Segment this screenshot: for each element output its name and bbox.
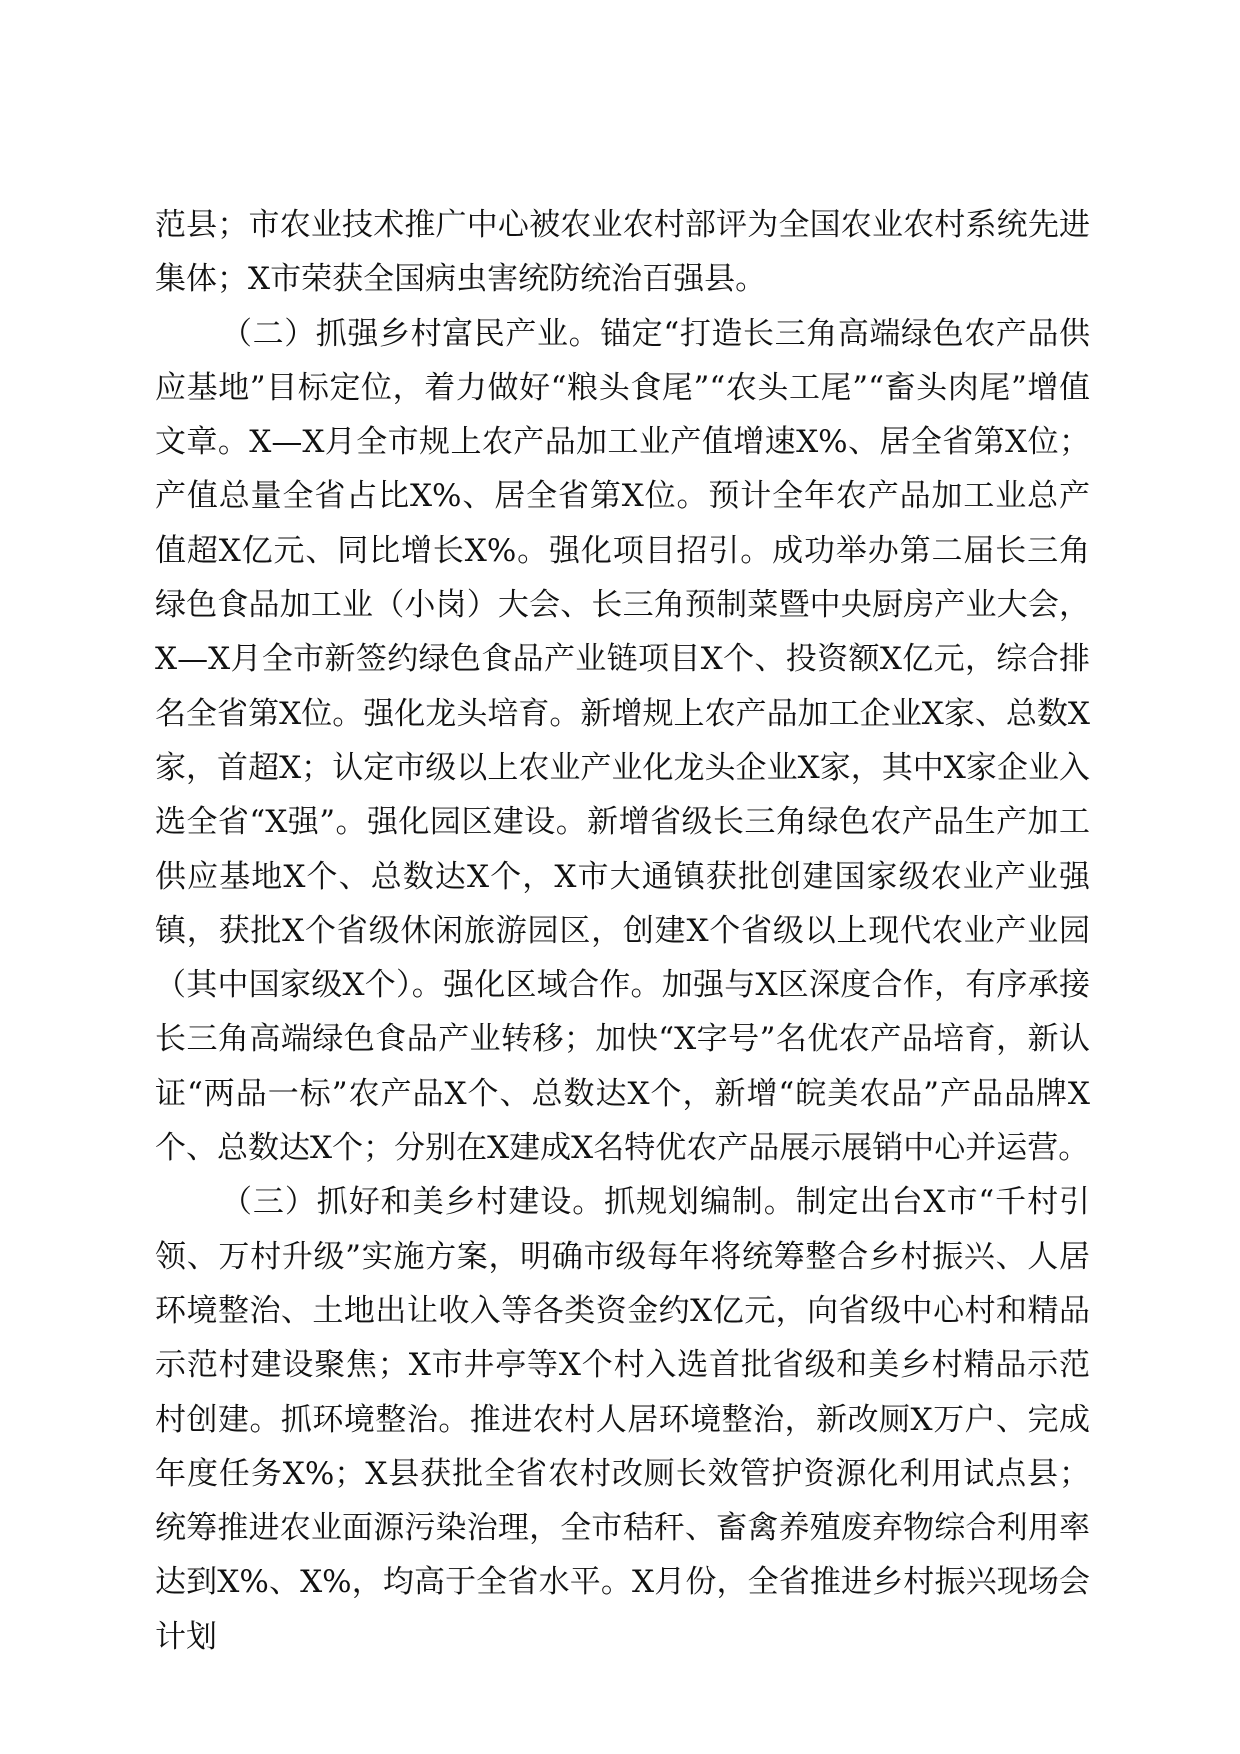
paragraph-continuation	[155, 198, 1090, 307]
paragraph-text: 抓规划编制。制定出台X市“千村引领、万村升级”实施方案，明确市级每年将统筹整合乡村振兴、人居环境整治、土地出让收入等各类资金约X亿元，向省级中心村和精品示范村建设聚焦；X市井亭等X个村入选首批省级和美乡村精品示范村创建。抓环境整治。推进农村人居环境整治，新改厕X万户、完成年度任务X%；X县获批全省农村改厕长效管护资源化利用试点县；统筹推进农业面源污染治理，全市秸秆、畜禽养殖废弃物综合利用率达到X%、X%，均高于全省水平。X月份，全省推进乡村振兴现场会计划	[155, 1184, 1091, 1655]
paragraph-rich-industry	[155, 307, 1090, 1176]
paragraph-text: 锚定“打造长三角高端绿色农产品供应基地”目标定位，着力做好“粮头食尾”“农头工尾”“畜头肉尾”增值文章。X—X月全市规上农产品加工业产值增速X%、居全省第X位；产值总量全省占比X%、居全省第X位。预计全年农产品加工业总产值超X亿元、同比增长X%。强化项目招引。成功举办第二届长三角绿色食品加工业（小岗）大会、长三角预制菜暨中央厨房产业大会，X—X月全市新签约绿色食品产业链项目X个、投资额X亿元，综合排名全省第X位。强化龙头培育。新增规上农产品加工企业X家、总数X家，首超X；认定市级以上农业产业化龙头企业X家，其中X家企业入选全省“X强”。强化园区建设。新增省级长三角绿色农产品生产加工供应基地X个、总数达X个，X市大通镇获批创建国家级农业产业强镇，获批X个省级休闲旅游园区，创建X个省级以上现代农业产业园（其中国家级X个）。强化区域合作。加强与X区深度合作，有序承接长三角高端绿色食品产业转移；加快“X字号”名优农产品培育，新认证“两品一标”农产品X个、总数达X个，新增“皖美农品”产品品牌X个、总数达X个；分别在X建成X名特优农产品展示展销中心并运营。	[155, 315, 1091, 1167]
section-heading-3: （三）抓好和美乡村建设。	[221, 1184, 605, 1221]
document-body	[155, 198, 1090, 1664]
section-heading-2: （二）抓强乡村富民产业。	[221, 315, 601, 352]
paragraph-village-construction	[155, 1175, 1090, 1664]
paragraph-text: 范县；市农业技术推广中心被农业农村部评为全国农业农村系统先进集体；X市荣获全国病虫害统防统治百强县。	[155, 207, 1090, 298]
